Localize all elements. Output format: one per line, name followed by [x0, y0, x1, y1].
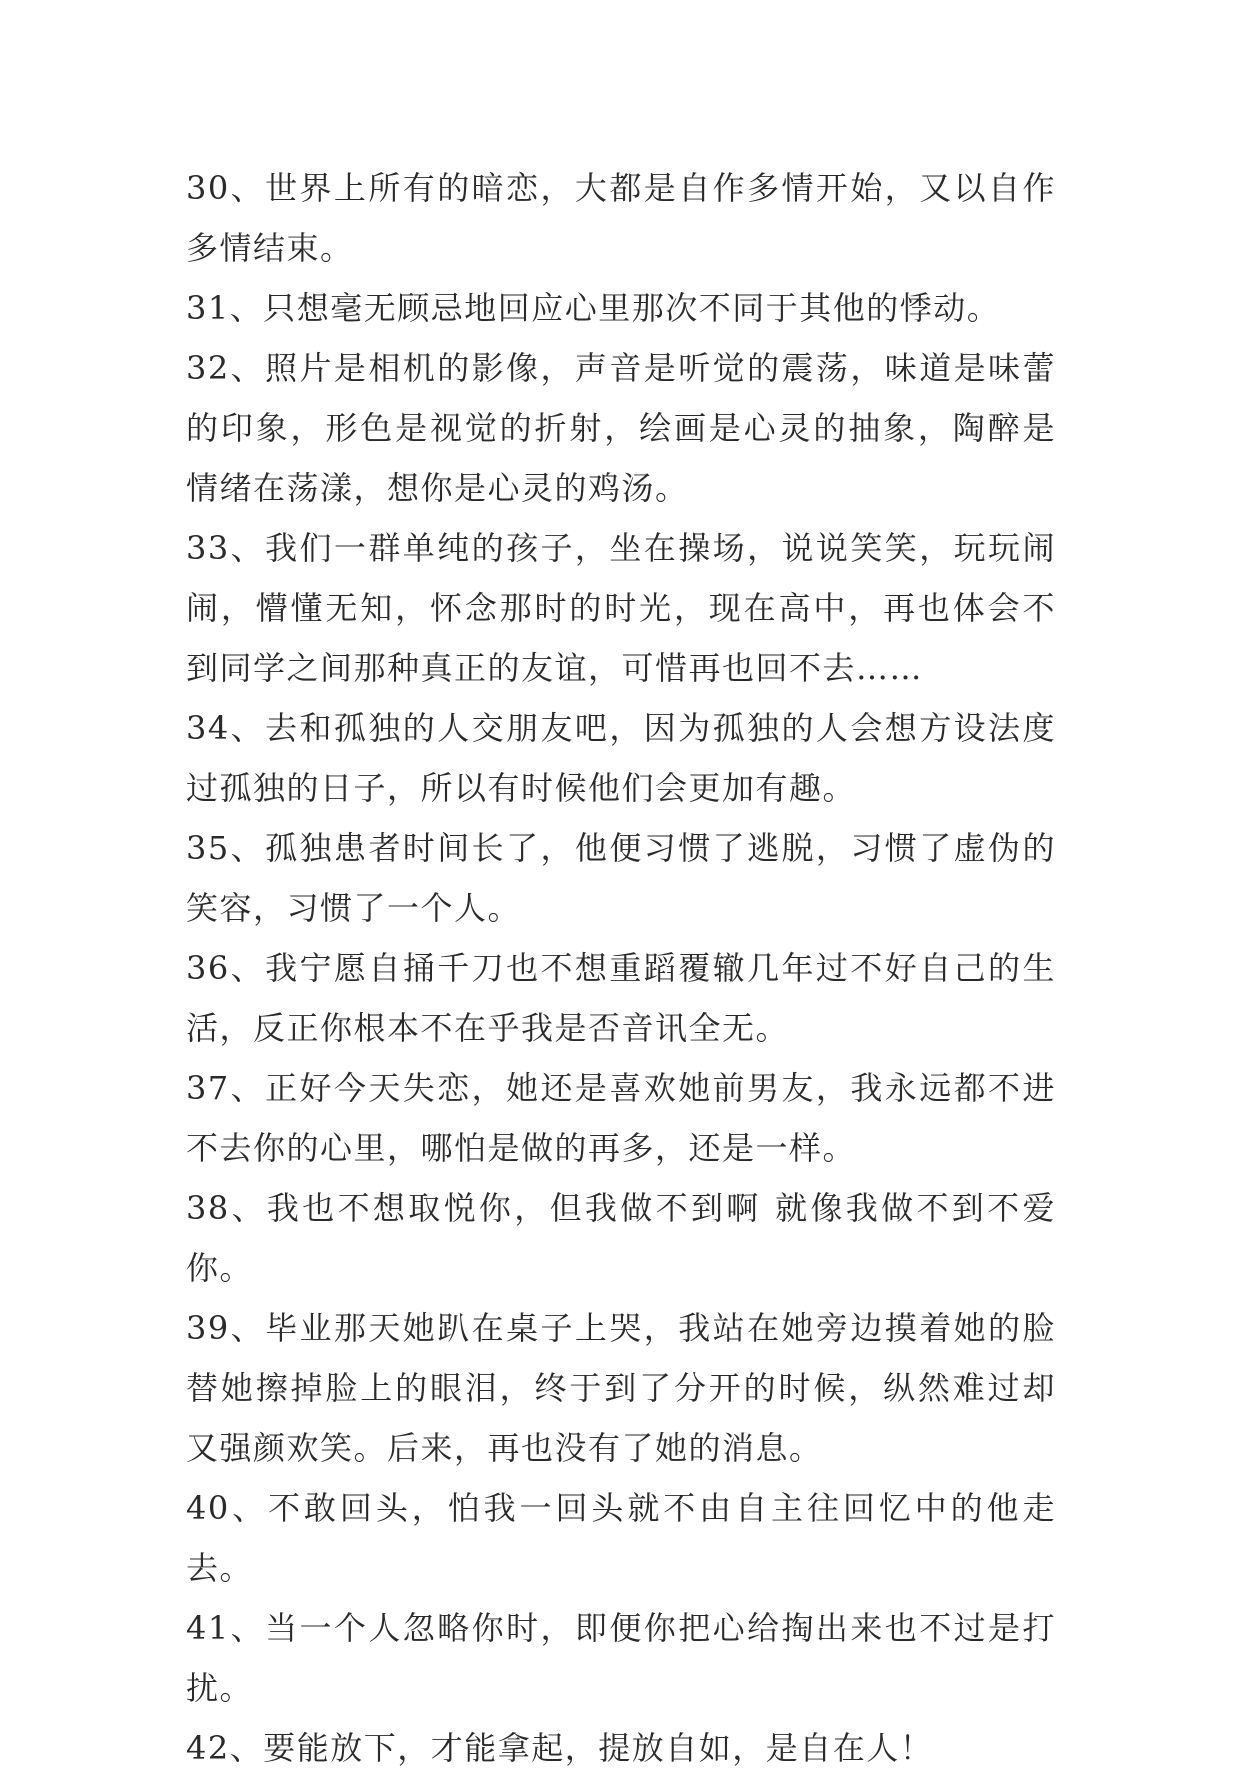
document-body	[186, 158, 1056, 1778]
paragraph-34: 34、去和孤独的人交朋友吧，因为孤独的人会想方设法度过孤独的日子，所以有时候他们会更加有趣。	[186, 709, 1056, 807]
paragraph-32: 32、照片是相机的影像，声音是听觉的震荡，味道是味蕾的印象，形色是视觉的折射，绘画是心灵的抽象，陶醉是情绪在荡漾，想你是心灵的鸡汤。	[186, 349, 1056, 507]
paragraph-38: 38、我也不想取悦你，但我做不到啊 就像我做不到不爱你。	[186, 1189, 1056, 1287]
paragraph-30: 30、世界上所有的暗恋，大都是自作多情开始，又以自作多情结束。	[186, 169, 1056, 267]
paragraph-40: 40、不敢回头，怕我一回头就不由自主往回忆中的他走去。	[186, 1489, 1056, 1587]
paragraph-35: 35、孤独患者时间长了，他便习惯了逃脱，习惯了虚伪的笑容，习惯了一个人。	[186, 829, 1056, 927]
paragraph-31: 31、只想毫无顾忌地回应心里那次不同于其他的悸动。	[186, 289, 1001, 327]
paragraph-36: 36、我宁愿自捅千刀也不想重蹈覆辙几年过不好自己的生活，反正你根本不在乎我是否音讯全无。	[186, 949, 1056, 1047]
paragraph-42: 42、要能放下，才能拿起，提放自如，是自在人！	[186, 1729, 934, 1767]
paragraph-33: 33、我们一群单纯的孩子，坐在操场，说说笑笑，玩玩闹闹，懵懂无知，怀念那时的时光，现在高中，再也体会不到同学之间那种真正的友谊，可惜再也回不去……	[186, 529, 1056, 687]
paragraph-37: 37、正好今天失恋，她还是喜欢她前男友，我永远都不进不去你的心里，哪怕是做的再多，还是一样。	[186, 1069, 1056, 1167]
paragraph-39: 39、毕业那天她趴在桌子上哭，我站在她旁边摸着她的脸替她擦掉脸上的眼泪，终于到了分开的时候，纵然难过却又强颜欢笑。后来，再也没有了她的消息。	[186, 1309, 1056, 1467]
paragraph-41: 41、当一个人忽略你时，即便你把心给掏出来也不过是打扰。	[186, 1609, 1056, 1707]
